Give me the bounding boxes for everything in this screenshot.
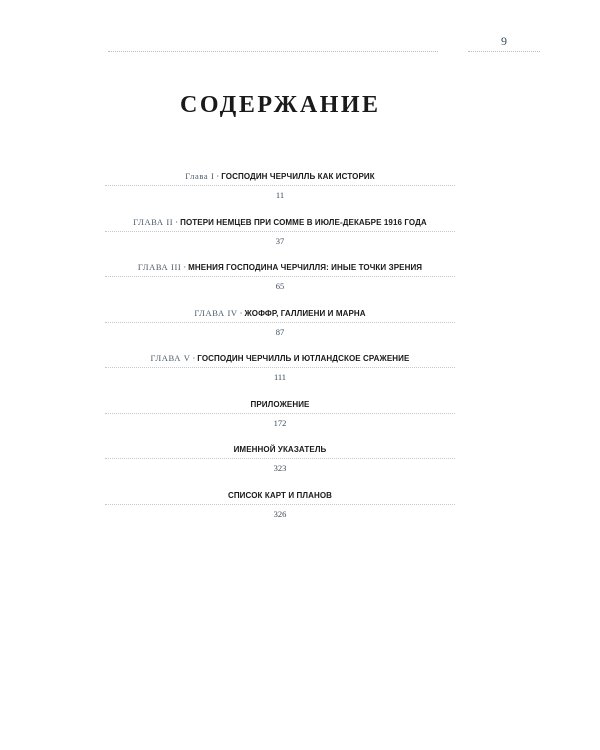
chapter-label: Глава I [185, 171, 215, 181]
entry-page-number: 172 [273, 417, 287, 428]
entry-page-number: 11 [275, 190, 285, 200]
toc-heading [105, 259, 455, 273]
entry-page-number: 326 [273, 508, 287, 519]
entry-title: ИМЕННОЙ УКАЗАТЕЛЬ [233, 445, 327, 454]
entry-title: МНЕНИЯ ГОСПОДИНА ЧЕРЧИЛЛЯ: ИНЫЕ ТОЧКИ ЗРЕНИЯ [188, 263, 423, 272]
separator-dot: · [216, 171, 220, 181]
chapter-label: ГЛАВА V [150, 353, 191, 363]
toc-heading [105, 441, 455, 455]
chapter-label: ГЛАВА II [133, 216, 174, 227]
entry-title: СПИСОК КАРТ И ПЛАНОВ [227, 490, 333, 500]
header-rule-left [108, 51, 438, 52]
page-title: СОДЕРЖАНИЕ [180, 92, 381, 118]
toc-entry-name-index[interactable] [105, 441, 455, 487]
separator-dot: · [239, 307, 243, 318]
toc-heading [105, 396, 455, 410]
separator-dot: · [183, 262, 187, 272]
toc-entry-chapter-5[interactable] [105, 350, 455, 396]
separator-dot: · [175, 216, 179, 227]
toc-heading [105, 168, 455, 182]
toc-heading [105, 350, 455, 364]
toc-heading [105, 305, 455, 319]
entry-title: ГОСПОДИН ЧЕРЧИЛЛЬ И ЮТЛАНДСКОЕ СРАЖЕНИЕ [197, 354, 410, 363]
toc-entry-chapter-1[interactable] [105, 168, 455, 214]
toc-entry-appendix[interactable] [105, 396, 455, 442]
entry-page-number: 111 [273, 372, 287, 382]
header-rule-right [468, 51, 540, 52]
toc-entry-maps-list[interactable] [105, 487, 455, 533]
toc-heading [105, 214, 455, 228]
page-number: 9 [501, 34, 507, 48]
toc-entry-chapter-2[interactable] [105, 214, 455, 260]
toc-entry-chapter-4[interactable] [105, 305, 455, 351]
dotted-rule [105, 367, 455, 368]
entry-page-number: 37 [275, 235, 285, 246]
chapter-label: ГЛАВА IV [194, 307, 238, 318]
entry-title: ПОТЕРИ НЕМЦЕВ ПРИ СОММЕ В ИЮЛЕ-ДЕКАБРЕ 1916 ГОДА [180, 217, 427, 227]
toc-list [105, 168, 455, 532]
entry-page-number: 87 [275, 326, 285, 337]
entry-page-number: 65 [275, 281, 285, 291]
dotted-rule [105, 231, 455, 232]
dotted-rule [105, 458, 455, 459]
dotted-rule [105, 504, 455, 505]
entry-title: ГОСПОДИН ЧЕРЧИЛЛЬ КАК ИСТОРИК [221, 172, 375, 181]
dotted-rule [105, 413, 455, 414]
toc-heading [105, 487, 455, 501]
dotted-rule [105, 185, 455, 186]
dotted-rule [105, 276, 455, 277]
separator-dot: · [192, 353, 196, 363]
entry-page-number: 323 [273, 463, 287, 473]
chapter-label: ГЛАВА III [137, 262, 182, 272]
dotted-rule [105, 322, 455, 323]
toc-entry-chapter-3[interactable] [105, 259, 455, 305]
entry-title: ЖОФФР, ГАЛЛИЕНИ И МАРНА [244, 308, 366, 318]
entry-title: ПРИЛОЖЕНИЕ [250, 399, 310, 409]
